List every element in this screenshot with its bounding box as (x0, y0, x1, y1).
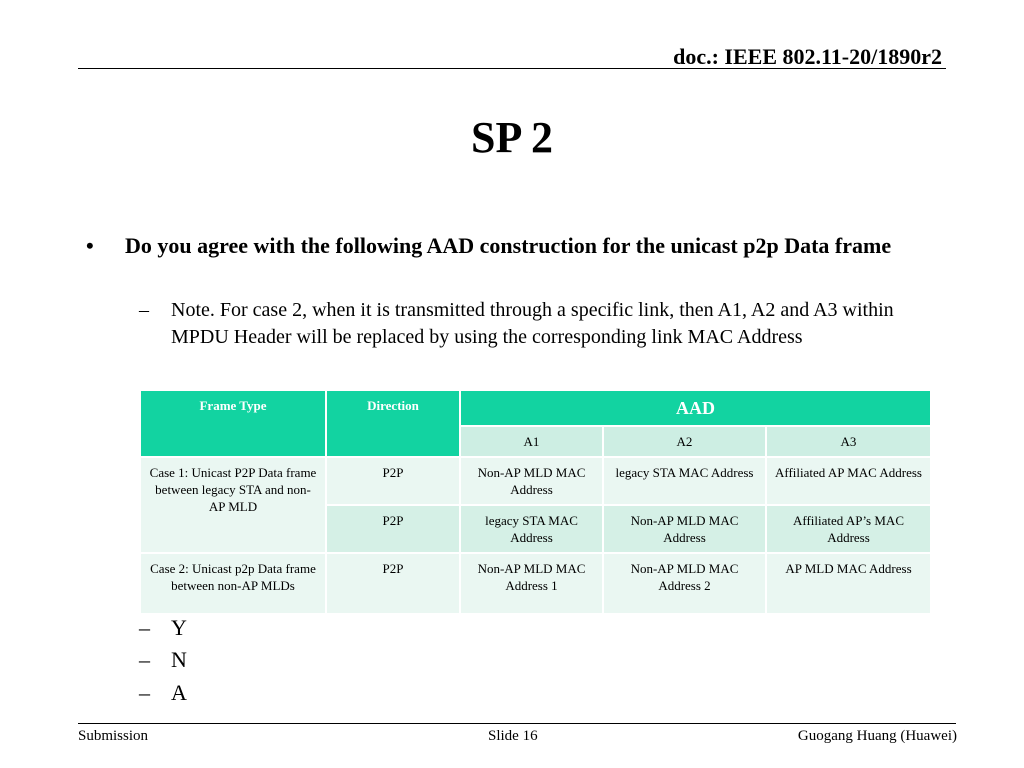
document-id: doc.: IEEE 802.11-20/1890r2 (673, 44, 942, 69)
a1-cell: Non-AP MLD MAC Address (461, 458, 604, 506)
direction-cell: P2P (327, 554, 461, 615)
table-row (141, 554, 930, 615)
note-text: Note. For case 2, when it is transmitted through a specific link, then A1, A2 and A3 within MPDU Header will be replaced by using the corresponding link MAC Address (171, 299, 894, 348)
option-label: N (171, 647, 187, 672)
a3-cell: Affiliated AP MAC Address (767, 458, 930, 506)
a2-cell: Non-AP MLD MAC Address (604, 506, 767, 554)
footer-author: Guogang Huang (Huawei) (797, 728, 957, 744)
dash-icon: – (139, 680, 150, 705)
footer-divider (78, 723, 956, 724)
header-aad: AAD (461, 391, 930, 427)
bullet-text: Do you agree with the following AAD construction for the unicast p2p Data frame (125, 233, 892, 258)
table-row (141, 458, 930, 506)
subheader-a1: A1 (461, 427, 604, 458)
direction-cell: P2P (327, 506, 461, 554)
case1-label: Case 1: Unicast P2P Data frame between legacy STA and non-AP MLD (141, 458, 327, 554)
dash-icon: – (139, 647, 150, 672)
header-direction: Direction (327, 391, 461, 458)
option-label: A (171, 680, 187, 705)
a3-cell: AP MLD MAC Address (767, 554, 930, 615)
a2-cell: Non-AP MLD MAC Address 2 (604, 554, 767, 615)
aad-table (141, 391, 930, 615)
a2-cell: legacy STA MAC Address (604, 458, 767, 506)
slide-title: SP 2 (471, 113, 553, 162)
a1-cell: Non-AP MLD MAC Address 1 (461, 554, 604, 615)
direction-cell: P2P (327, 458, 461, 506)
header-frame-type: Frame Type (141, 391, 327, 458)
dash-icon: – (139, 615, 150, 640)
footer-slide-number: Slide 16 (488, 728, 538, 744)
case2-label: Case 2: Unicast p2p Data frame between non-AP MLDs (141, 554, 327, 615)
bullet-icon: • (86, 233, 94, 258)
option-label: Y (171, 615, 187, 640)
subheader-a2: A2 (604, 427, 767, 458)
header-divider (78, 68, 946, 69)
subheader-a3: A3 (767, 427, 930, 458)
footer-submission: Submission (78, 728, 149, 744)
a1-cell: legacy STA MAC Address (461, 506, 604, 554)
dash-icon: – (139, 299, 149, 321)
a3-cell: Affiliated AP’s MAC Address (767, 506, 930, 554)
